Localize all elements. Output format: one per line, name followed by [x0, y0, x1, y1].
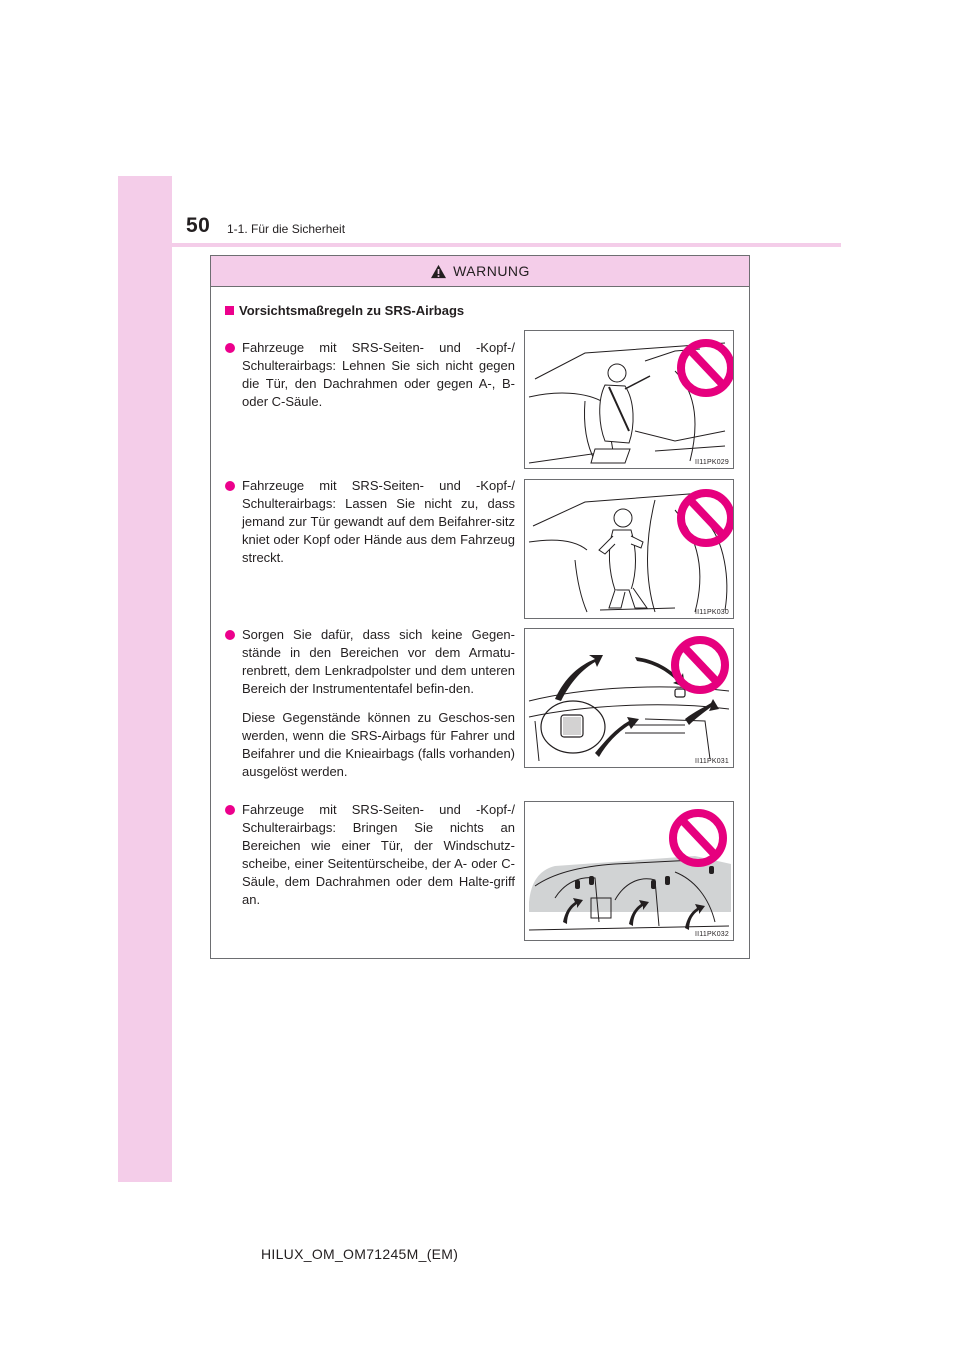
- header-rule: [118, 243, 841, 247]
- section-title: 1-1. Für die Sicherheit: [227, 222, 346, 236]
- footer-doc-id: HILUX_OM_OM71245M_(EM): [261, 1246, 459, 1262]
- warning-item-note: Diese Gegenstände können zu Geschos-sen werden, wenn die SRS-Airbags für Fahrer und Beifahrer und die Knieairbags (falls vorhanden) ausgelöst werden.: [242, 710, 515, 779]
- square-bullet-icon: [225, 306, 234, 315]
- prohibition-sign-icon: [673, 813, 723, 863]
- figure-code: II11PK031: [695, 758, 729, 765]
- warning-item-1: [225, 339, 515, 411]
- warning-box: [210, 255, 750, 959]
- figure-code: II11PK029: [695, 459, 729, 466]
- prohibition-sign-icon: [675, 640, 725, 690]
- warning-item-text: Fahrzeuge mit SRS-Seiten- und -Kopf-/ Schulterairbags: Bringen Sie nichts an Bereichen wie einer Tür, der Windschutz-scheibe, einer Seitentürscheibe, der A- oder C-Säule, dem Dachrahmen oder dem Halte-griff an.: [242, 802, 515, 907]
- illustration-4: [524, 801, 734, 941]
- side-band: [118, 176, 172, 1182]
- prohibition-sign-icon: [681, 343, 731, 393]
- kneeing-on-seat-illustration: [525, 480, 733, 618]
- warning-item-2: [225, 477, 515, 567]
- warning-header: [211, 256, 749, 287]
- warning-item-4: [225, 801, 515, 909]
- warning-title: WARNUNG: [453, 263, 530, 279]
- figure-code: II11PK030: [695, 609, 729, 616]
- page-number: 50: [186, 214, 211, 237]
- round-bullet-icon: [225, 630, 235, 640]
- warning-triangle-icon: [430, 264, 447, 279]
- warning-item-text: Fahrzeuge mit SRS-Seiten- und -Kopf-/ Schulterairbags: Lassen Sie nicht zu, dass jemand zur Tür gewandt auf dem Beifahrer-sitz kniet oder Kopf oder Hände aus dem Fahrzeug streckt.: [242, 478, 515, 565]
- illustration-3: [524, 628, 734, 768]
- round-bullet-icon: [225, 481, 235, 491]
- illustration-2: [524, 479, 734, 619]
- warning-item-text: Fahrzeuge mit SRS-Seiten- und -Kopf-/ Schulterairbags: Lehnen Sie sich nicht gegen die Tür, den Dachrahmen oder gegen A-, B- oder C-Säule.: [242, 340, 515, 409]
- figure-code: II11PK032: [695, 931, 729, 938]
- prohibition-sign-icon: [681, 493, 731, 543]
- dashboard-objects-illustration: [525, 629, 733, 767]
- leaning-on-door-illustration: [525, 331, 733, 468]
- round-bullet-icon: [225, 343, 235, 353]
- section-heading-text: Vorsichtsmaßregeln zu SRS-Airbags: [239, 303, 465, 318]
- round-bullet-icon: [225, 805, 235, 815]
- cabin-attachments-illustration: [525, 802, 733, 940]
- warning-item-text: Sorgen Sie dafür, dass sich keine Gegen-stände in den Bereichen vor dem Armatu-renbrett, dem Lenkradpolster und dem unteren Bereich der Instrumententafel befin-den.: [242, 627, 515, 696]
- illustration-1: [524, 330, 734, 469]
- warning-item-3: [225, 626, 515, 781]
- section-heading: [225, 303, 464, 318]
